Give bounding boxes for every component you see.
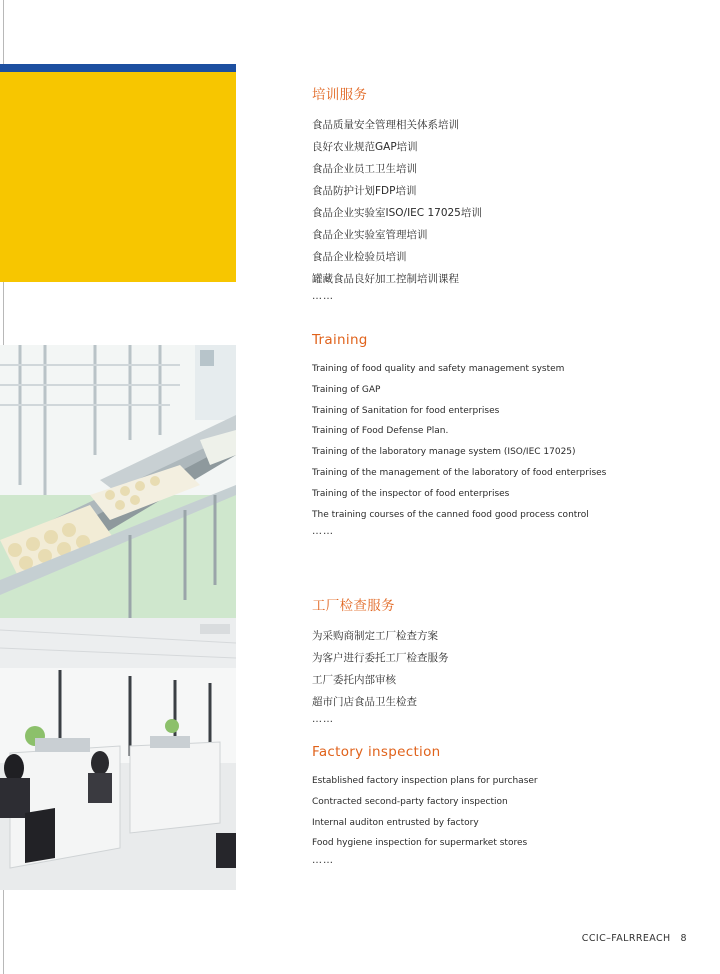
training-section-chinese <box>312 86 702 304</box>
list-item: 食品企业实验室ISO/IEC 17025培训 <box>312 207 482 219</box>
list-item: 食品企业员工卫生培训 <box>312 163 417 175</box>
list-item: 食品企业实验室管理培训 <box>312 229 428 241</box>
more-ellipsis: …… <box>312 291 334 302</box>
list-item: Training of Sanitation for food enterprises <box>312 405 500 416</box>
list-item: 食品质量安全管理相关体系培训 <box>312 119 459 131</box>
page-footer <box>582 933 687 944</box>
factory-section-english <box>312 743 702 868</box>
office-workspace-photo <box>0 618 236 890</box>
list-item: 食品防护计划FDP培训 <box>312 185 417 197</box>
list-item: Food hygiene inspection for supermarket stores <box>312 838 528 849</box>
training-list-english <box>312 359 702 525</box>
more-ellipsis: …… <box>312 526 334 538</box>
more-ellipsis: …… <box>312 855 334 867</box>
list-item: Training of food quality and safety management system <box>312 364 565 374</box>
section-title: 培训服务 <box>312 87 368 103</box>
section-title: Factory inspection <box>312 744 441 760</box>
list-item: 良好农业规范GAP培训 <box>312 141 418 153</box>
list-item: Training of GAP <box>312 384 381 395</box>
section-title: Training <box>312 332 368 348</box>
list-item: 罐藏食品良好加工控制培训课程 <box>312 273 459 285</box>
list-item: 超市门店食品卫生检查 <box>312 696 417 708</box>
footer-brand: CCIC–FALRREACH <box>581 933 671 944</box>
list-item: Internal auditon entrusted by factory <box>312 817 479 828</box>
food-production-line-photo <box>0 345 236 618</box>
yellow-accent-block <box>0 72 236 282</box>
training-list-chinese <box>312 114 702 290</box>
list-item: 为采购商制定工厂检查方案 <box>312 630 438 642</box>
list-item: Training of the inspector of food enterprises <box>312 488 510 499</box>
list-item: The training courses of the canned food good process control <box>312 509 589 520</box>
section-title: 工厂检查服务 <box>312 598 395 614</box>
factory-list-chinese <box>312 625 702 713</box>
page-number: 8 <box>680 933 687 944</box>
list-item: Established factory inspection plans for purchaser <box>312 776 538 786</box>
blue-accent-bar <box>0 64 236 72</box>
list-item: Training of the laboratory manage system (ISO/IEC 17025) <box>312 447 576 458</box>
list-item: Training of Food Defense Plan. <box>312 426 449 437</box>
list-item: 工厂委托内部审核 <box>312 674 396 686</box>
more-ellipsis: …… <box>312 714 334 725</box>
training-section-english <box>312 331 702 539</box>
list-item: 为客户进行委托工厂检查服务 <box>312 652 449 664</box>
factory-section-chinese <box>312 597 702 727</box>
factory-list-english <box>312 771 702 854</box>
list-item: Training of the management of the laboratory of food enterprises <box>312 467 607 478</box>
list-item: Contracted second-party factory inspection <box>312 796 508 807</box>
list-item: 食品企业检验员培训 <box>312 251 407 263</box>
